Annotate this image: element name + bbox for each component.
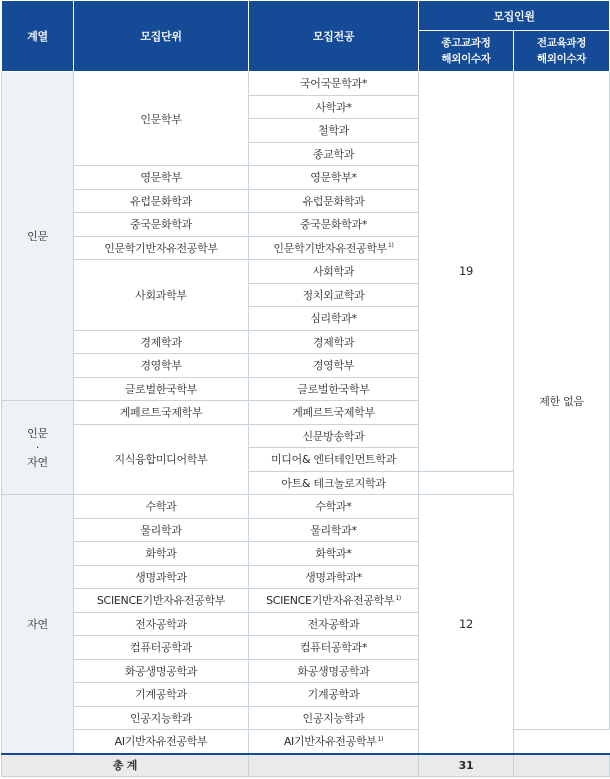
unit-cell: 인문학기반자유전공학부 <box>74 236 249 260</box>
header-major: 모집전공 <box>249 1 419 72</box>
major-cell: 생명과학과* <box>249 565 419 589</box>
unit-cell: 컴퓨터공학과 <box>74 636 249 660</box>
category-humanities-science: 인문 · 자연 <box>2 401 74 495</box>
quota-humanities-count: 19 <box>419 72 514 472</box>
unit-cell: 경영학부 <box>74 354 249 378</box>
unit-cell: 중국문화학과 <box>74 213 249 237</box>
unit-cell: 물리학과 <box>74 518 249 542</box>
unit-cell: 글로벌한국학부 <box>74 377 249 401</box>
total-row <box>2 754 610 777</box>
unit-cell: 화공생명공학과 <box>74 659 249 683</box>
unit-cell: 생명과학과 <box>74 565 249 589</box>
table-row <box>2 72 610 96</box>
footnote-mark: 1) <box>388 242 394 250</box>
quota-science-count: 12 <box>419 495 514 754</box>
major-cell: 인공지능학과 <box>249 706 419 730</box>
major-cell: 정치외교학과 <box>249 283 419 307</box>
unit-cell: 지식융합미디어학부 <box>74 424 249 495</box>
major-cell: 아트& 테크놀로지학과 <box>249 471 419 495</box>
unit-cell: 화학과 <box>74 542 249 566</box>
header-unit: 모집단위 <box>74 1 249 72</box>
major-cell: 미디어& 엔터테인먼트학과 <box>249 448 419 472</box>
footnote-mark: 1) <box>377 735 384 743</box>
major-cell: 영문학부* <box>249 166 419 190</box>
header-quota: 모집인원 <box>419 1 610 31</box>
major-cell: 신문방송학과 <box>249 424 419 448</box>
total-empty-cell <box>249 754 419 777</box>
major-cell: 게페르트국제학부 <box>249 401 419 425</box>
major-cell: SCIENCE기반자유전공학부$^{1)}$ <box>249 589 419 613</box>
major-cell: 컴퓨터공학과* <box>249 636 419 660</box>
major-cell: 사학과* <box>249 95 419 119</box>
total-label: 총 계 <box>2 754 249 777</box>
major-cell: 인문학기반자유전공학부$^{1)}$ <box>249 236 419 260</box>
total-count: 31 <box>419 754 514 777</box>
total-empty-cell <box>514 754 610 777</box>
unit-cell: SCIENCE기반자유전공학부 <box>74 589 249 613</box>
header-category: 계열 <box>2 1 74 72</box>
major-cell: 심리학과* <box>249 307 419 331</box>
major-cell: 유럽문화학과 <box>249 189 419 213</box>
major-cell: AI기반자유전공학부$^{1)}$ <box>249 730 419 754</box>
unit-cell: 게페르트국제학부 <box>74 401 249 425</box>
header-quota-overseas-highschool: 종고교과정 해외이수자 <box>419 31 514 72</box>
unit-cell: 기계공학과 <box>74 683 249 707</box>
unit-cell: 인공지능학과 <box>74 706 249 730</box>
unit-cell: 유럽문화학과 <box>74 189 249 213</box>
major-cell: 경제학과 <box>249 330 419 354</box>
admission-quota-table <box>1 0 610 777</box>
major-cell: 기계공학과 <box>249 683 419 707</box>
table-row <box>2 730 610 754</box>
major-cell: 전자공학과 <box>249 612 419 636</box>
major-cell: 수학과* <box>249 495 419 519</box>
unit-cell: 수학과 <box>74 495 249 519</box>
major-cell: 글로벌한국학부 <box>249 377 419 401</box>
quota-no-limit: 제한 없음 <box>514 72 610 730</box>
category-science: 자연 <box>2 495 74 754</box>
unit-cell: 경제학과 <box>74 330 249 354</box>
major-cell: 화공생명공학과 <box>249 659 419 683</box>
major-cell: 사회학과 <box>249 260 419 284</box>
major-cell: 중국문화학과* <box>249 213 419 237</box>
major-cell: 화학과* <box>249 542 419 566</box>
major-cell: 경영학부 <box>249 354 419 378</box>
unit-cell: AI기반자유전공학부 <box>74 730 249 754</box>
category-humanities: 인문 <box>2 72 74 401</box>
unit-cell: 전자공학과 <box>74 612 249 636</box>
unit-cell: 사회과학부 <box>74 260 249 331</box>
major-cell: 종교학과 <box>249 142 419 166</box>
major-cell: 국어국문학과* <box>249 72 419 96</box>
major-cell: 철학과 <box>249 119 419 143</box>
major-cell: 물리학과* <box>249 518 419 542</box>
unit-cell: 영문학부 <box>74 166 249 190</box>
unit-cell: 인문학부 <box>74 72 249 166</box>
footnote-mark: 1) <box>395 594 401 602</box>
header-quota-overseas-all: 전교육과정 해외이수자 <box>514 31 610 72</box>
